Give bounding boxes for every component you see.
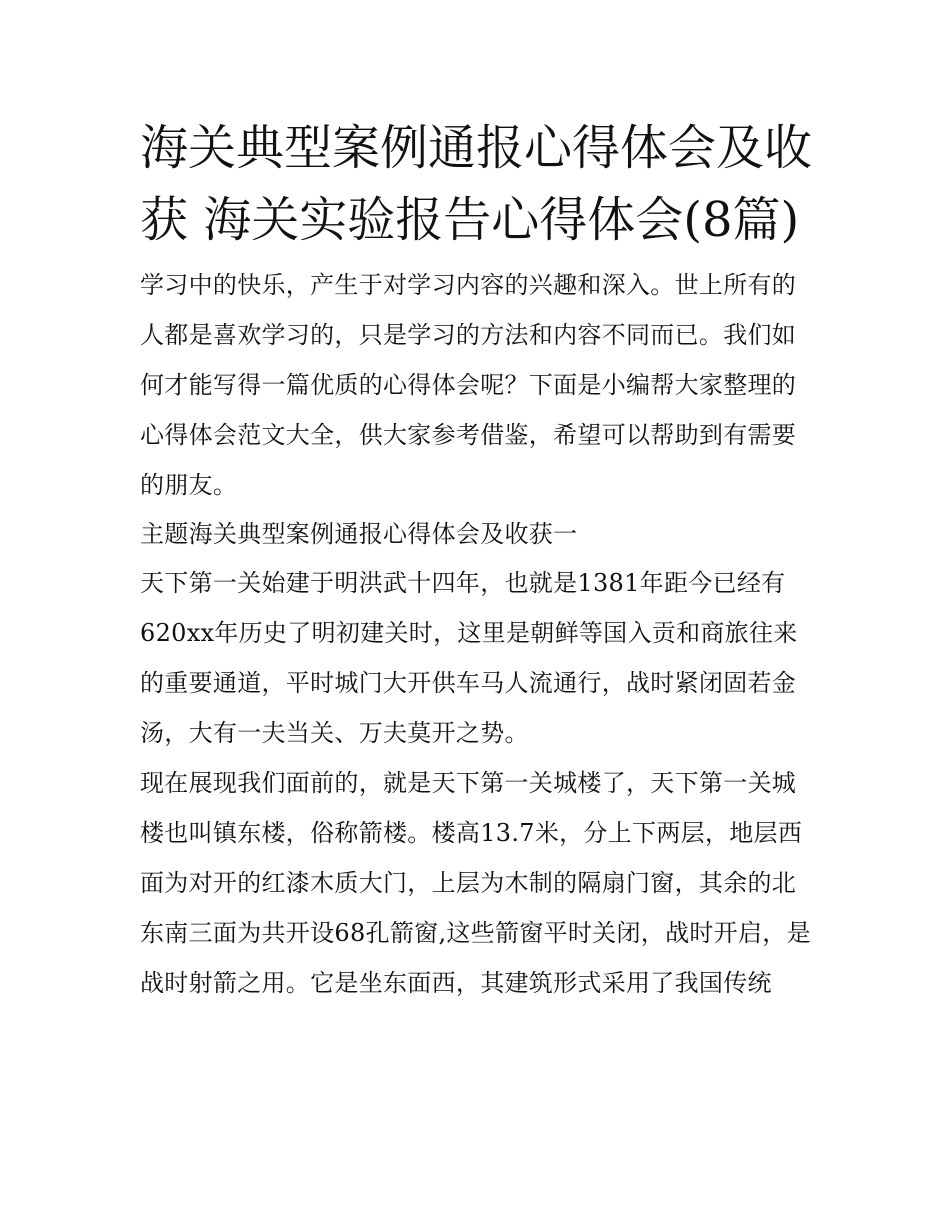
document-title: 海关典型案例通报心得体会及收获 海关实验报告心得体会(8篇) <box>140 120 813 248</box>
document-body <box>140 112 812 1008</box>
section-heading: 主题海关典型案例通报心得体会及收获一 <box>140 520 578 548</box>
intro-paragraph: 学习中的快乐，产生于对学习内容的兴趣和深入。世上所有的人都是喜欢学习的，只是学习的方法和内容不同而已。我们如何才能写得一篇优质的心得体会呢？下面是小编帮大家整理的心得体会范文大全，供大家参考借鉴，希望可以帮助到有需要的朋友。 <box>140 271 797 499</box>
body-paragraph-1: 天下第一关始建于明洪武十四年，也就是1381年距今已经有620xx年历史了明初建关时，这里是朝鲜等国入贡和商旅往来的重要通道，平时城门大开供车马人流通行，战时紧闭固若金汤，大有一夫当关、万夫莫开之势。 <box>140 569 798 747</box>
body-paragraph-2: 现在展现我们面前的，就是天下第一关城楼了，天下第一关城楼也叫镇东楼，俗称箭楼。楼高13.7米，分上下两层，地层西面为对开的红漆木质大门，上层为木制的隔扇门窗，其余的北东南三面为共开设68孔箭窗,这些箭窗平时关闭，战时开启，是战时射箭之用。它是坐东面西，其建筑形式采用了我国传统 <box>140 769 811 997</box>
